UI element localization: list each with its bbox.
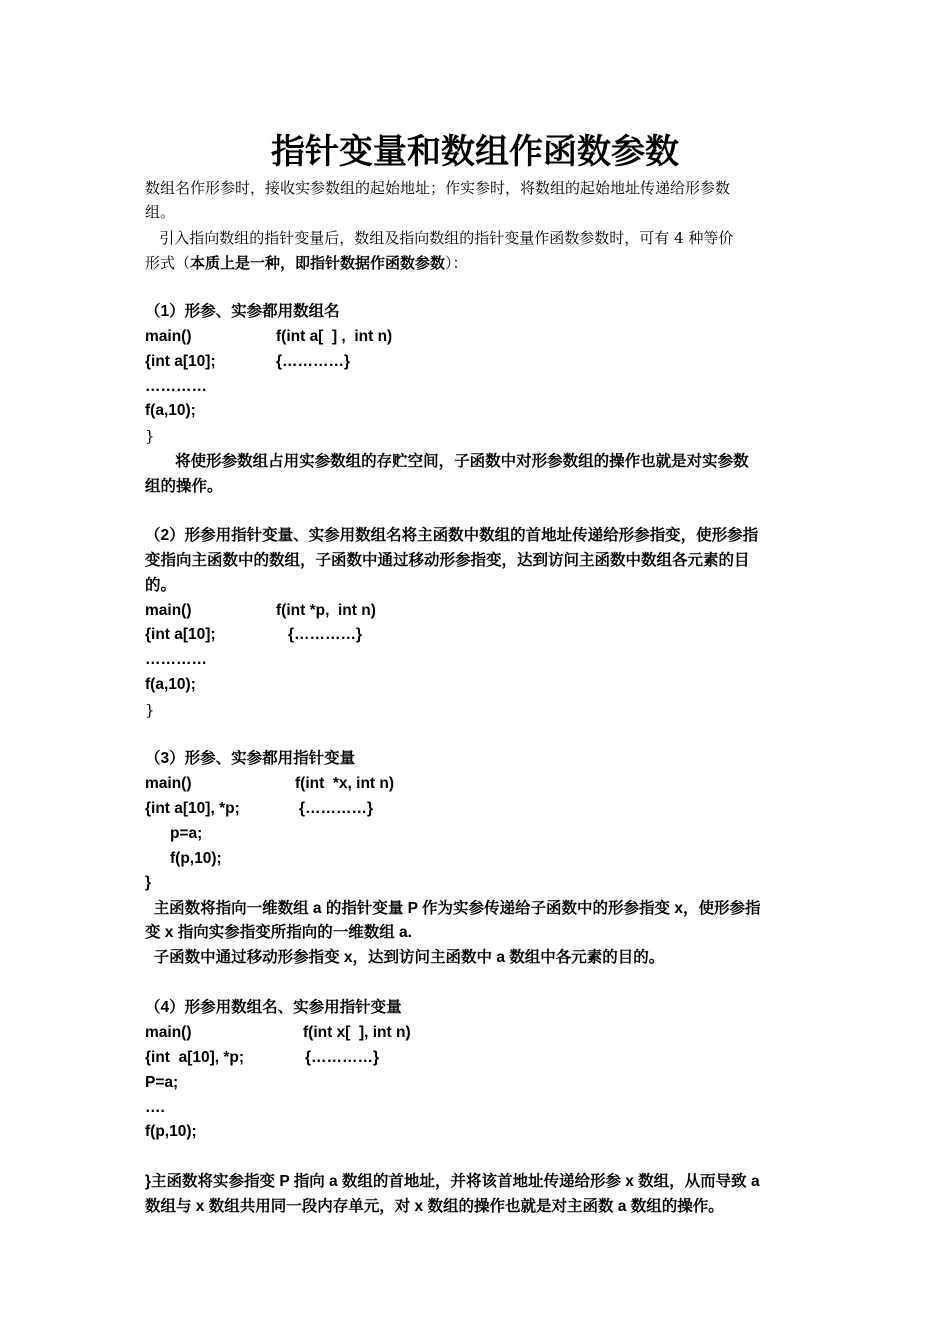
section-3-assign: p=a; bbox=[170, 825, 203, 842]
section-3-main: main() bbox=[145, 775, 192, 792]
section-3-func-signature: f(int *x, int n) bbox=[295, 775, 395, 792]
section-4-assign: P=a; bbox=[145, 1074, 179, 1091]
section-3-func-body: {…………} bbox=[299, 800, 374, 817]
section-2-heading-line-3: 的。 bbox=[145, 577, 177, 594]
section-1-func-body: {…………} bbox=[276, 353, 351, 370]
section-3-decl: {int a[10], *p; bbox=[145, 800, 240, 817]
intro-suffix: ）： bbox=[445, 254, 468, 272]
section-4-main: main() bbox=[145, 1024, 192, 1041]
section-1-note-line-2: 组的操作。 bbox=[145, 478, 223, 495]
intro-prefix: 形式（ bbox=[145, 254, 191, 272]
page-title: 指针变量和数组作函数参数 bbox=[271, 132, 679, 172]
section-1-decl: {int a[10]; bbox=[145, 353, 216, 370]
section-3-heading: （3）形参、实参都用指针变量 bbox=[145, 750, 356, 767]
section-2-decl: {int a[10]; bbox=[145, 626, 216, 643]
section-2-main: main() bbox=[145, 602, 192, 619]
section-3-note-line-2: 变 x 指向实参指变所指向的一维数组 a. bbox=[145, 924, 412, 941]
section-1-main: main() bbox=[145, 328, 192, 345]
section-4-note-line-1: }主函数将实参指变 P 指向 a 数组的首地址，并将该首地址传递给形参 x 数组，从而导致 a bbox=[145, 1173, 760, 1190]
section-2-call: f(a,10); bbox=[145, 676, 196, 693]
intro-paragraph-2-line-2 bbox=[145, 251, 468, 275]
section-4-func-signature: f(int x[ ], int n) bbox=[303, 1024, 411, 1041]
section-4-call: f(p,10); bbox=[145, 1123, 197, 1140]
section-2-func-signature: f(int *p, int n) bbox=[276, 602, 376, 619]
section-4-heading: （4）形参用数组名、实参用指针变量 bbox=[145, 999, 402, 1016]
intro-paragraph-1-line-1: 数组名作形参时，接收实参数组的起始地址；作实参时，将数组的起始地址传递给形参数 bbox=[145, 179, 731, 197]
section-4-ellipsis: …. bbox=[145, 1099, 165, 1116]
section-3-close: } bbox=[145, 874, 152, 891]
intro-paragraph-1-line-2: 组。 bbox=[145, 203, 176, 221]
section-2-heading-line-2: 变指向主函数中的数组，子函数中通过移动形参指变，达到访问主函数中数组各元素的目 bbox=[145, 552, 750, 569]
section-2-ellipsis: ………… bbox=[145, 651, 207, 668]
section-4-note-line-2: 数组与 x 数组共用同一段内存单元，对 x 数组的操作也就是对主函数 a 数组的操作。 bbox=[145, 1198, 724, 1215]
section-1-close: } bbox=[145, 427, 155, 445]
section-1-heading: （1）形参、实参都用数组名 bbox=[145, 303, 340, 320]
section-3-call: f(p,10); bbox=[170, 850, 222, 867]
section-4-func-body: {…………} bbox=[305, 1049, 380, 1066]
section-2-func-body: {…………} bbox=[288, 626, 363, 643]
section-1-call: f(a,10); bbox=[145, 402, 196, 419]
intro-emphasis: 本质上是一种，即指针数据作函数参数 bbox=[190, 255, 446, 272]
section-4-decl: {int a[10], *p; bbox=[145, 1049, 245, 1066]
section-3-note-line-1: 主函数将指向一维数组 a 的指针变量 P 作为实参传递给子函数中的形参指变 x，使形参指 bbox=[145, 900, 761, 917]
section-1-note-line-1: 将使形参数组占用实参数组的存贮空间，子函数中对形参数组的操作也就是对实参数 bbox=[145, 453, 749, 470]
section-1-func-signature: f(int a[ ] , int n) bbox=[276, 328, 393, 345]
section-2-close: } bbox=[145, 701, 155, 719]
section-3-note-line-3: 子函数中通过移动形参指变 x，达到访问主函数中 a 数组中各元素的目的。 bbox=[145, 949, 665, 966]
intro-paragraph-2-line-1: 引入指向数组的指针变量后，数组及指向数组的指针变量作函数参数时，可有 4 种等价 bbox=[145, 229, 734, 247]
section-2-heading-line-1: （2）形参用指针变量、实参用数组名将主函数中数组的首地址传递给形参指变，使形参指 bbox=[145, 527, 759, 544]
section-1-ellipsis: ………… bbox=[145, 378, 207, 395]
